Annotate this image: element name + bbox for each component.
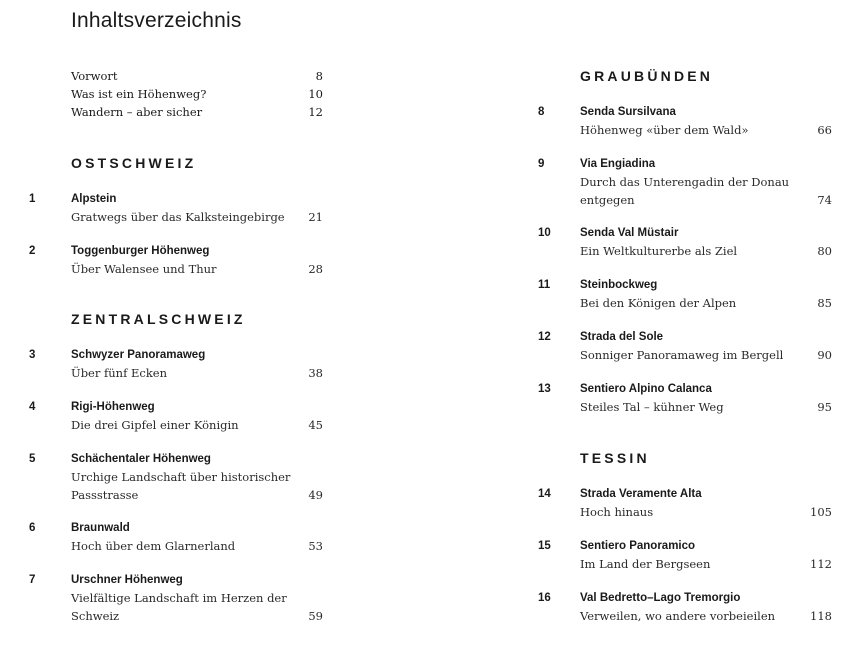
toc-entry[interactable] <box>538 328 832 364</box>
toc-entry-page: 85 <box>817 296 832 310</box>
toc-entry-page: 21 <box>308 210 323 224</box>
toc-entry-title: Steinbockweg <box>580 279 658 291</box>
toc-entry-subtitle: Vielfältige Landschaft im Herzen der <box>71 591 287 605</box>
toc-entry[interactable] <box>29 190 323 226</box>
page-title: Inhaltsverzeichnis <box>71 9 242 32</box>
toc-entry-title: Urschner Höhenweg <box>71 574 183 586</box>
toc-front-page: 12 <box>308 105 323 119</box>
section-heading-graubuenden: GRAUBÜNDEN <box>580 68 714 84</box>
toc-entry-title: Alpstein <box>71 193 117 205</box>
toc-entry-number: 3 <box>29 349 36 361</box>
toc-entry-title: Braunwald <box>71 522 130 534</box>
toc-entry-subtitle: Hoch hinaus <box>580 505 654 519</box>
toc-entry-page: 90 <box>817 348 832 362</box>
toc-entry-number: 7 <box>29 574 36 586</box>
toc-entry-title: Sentiero Panoramico <box>580 540 696 552</box>
toc-entry-subtitle: Bei den Königen der Alpen <box>580 296 737 310</box>
toc-entry-number: 9 <box>538 158 545 170</box>
toc-entry[interactable] <box>538 224 832 260</box>
toc-entry[interactable] <box>538 155 832 209</box>
toc-entry-title: Strada del Sole <box>580 331 664 343</box>
toc-entry-title: Senda Sursilvana <box>580 106 676 118</box>
toc-entry-page: 38 <box>308 366 323 380</box>
toc-entry[interactable] <box>29 519 323 555</box>
toc-front-item[interactable] <box>71 85 323 103</box>
section-heading-zentralschweiz: ZENTRALSCHWEIZ <box>71 311 246 327</box>
toc-entry-page: 66 <box>817 123 832 137</box>
toc-entry[interactable] <box>538 485 832 521</box>
toc-entry-page: 28 <box>308 262 323 276</box>
toc-entry-subtitle: Im Land der Bergseen <box>580 557 711 571</box>
toc-entry[interactable] <box>538 276 832 312</box>
section-heading-tessin: TESSIN <box>580 450 650 466</box>
toc-entry-number: 5 <box>29 453 36 465</box>
toc-entry-title: Toggenburger Höhenweg <box>71 245 210 257</box>
toc-entry-page: 118 <box>810 609 832 623</box>
toc-entry-number: 1 <box>29 193 36 205</box>
toc-entry-title: Via Engiadina <box>580 158 656 170</box>
toc-entry-page: 105 <box>810 505 832 519</box>
toc-entry-number: 14 <box>538 488 551 500</box>
toc-entry-subtitle: Über Walensee und Thur <box>71 262 217 276</box>
toc-entry-title: Schwyzer Panoramaweg <box>71 349 206 361</box>
toc-front-label: Vorwort <box>71 69 118 83</box>
toc-entry[interactable] <box>29 450 323 504</box>
toc-entry-subtitle: Sonniger Panoramaweg im Bergell <box>580 348 784 362</box>
toc-entry-title: Rigi-Höhenweg <box>71 401 155 413</box>
toc-entry-page: 80 <box>817 244 832 258</box>
toc-entry-subtitle: Urchige Landschaft über historischer <box>71 470 291 484</box>
toc-entry-page: 53 <box>308 539 323 553</box>
toc-entry-subtitle: Über fünf Ecken <box>71 366 168 380</box>
toc-entry[interactable] <box>538 537 832 573</box>
toc-entry-page: 45 <box>308 418 323 432</box>
toc-entry-page: 112 <box>810 557 832 571</box>
toc-entry-subtitle: Passstrasse <box>71 488 139 502</box>
toc-front-label: Wandern – aber sicher <box>71 105 203 119</box>
toc-entry[interactable] <box>29 571 323 625</box>
toc-entry-subtitle: Gratwegs über das Kalksteingebirge <box>71 210 285 224</box>
toc-entry-subtitle: entgegen <box>580 193 635 207</box>
toc-entry-subtitle: Schweiz <box>71 609 120 623</box>
toc-entry-subtitle: Hoch über dem Glarnerland <box>71 539 236 553</box>
toc-entry-page: 59 <box>308 609 323 623</box>
toc-entry-title: Strada Veramente Alta <box>580 488 702 500</box>
toc-entry-title: Val Bedretto–Lago Tremorgio <box>580 592 741 604</box>
toc-entry-number: 2 <box>29 245 36 257</box>
toc-entry-number: 15 <box>538 540 551 552</box>
toc-front-item[interactable] <box>71 67 323 85</box>
toc-entry-number: 13 <box>538 383 551 395</box>
toc-entry-subtitle: Verweilen, wo andere vorbeieilen <box>580 609 776 623</box>
toc-entry-page: 49 <box>308 488 323 502</box>
toc-entry-title: Sentiero Alpino Calanca <box>580 383 712 395</box>
toc-entry[interactable] <box>538 380 832 416</box>
toc-entry[interactable] <box>29 346 323 382</box>
front-matter-list <box>71 67 323 121</box>
toc-entry-page: 74 <box>817 193 832 207</box>
section-heading-ostschweiz: OSTSCHWEIZ <box>71 155 197 171</box>
toc-front-label: Was ist ein Höhenweg? <box>71 87 207 101</box>
toc-entry[interactable] <box>29 398 323 434</box>
toc-entry-number: 11 <box>538 279 551 291</box>
toc-entry-number: 6 <box>29 522 36 534</box>
toc-front-page: 8 <box>315 69 323 83</box>
toc-entry-page: 95 <box>817 400 832 414</box>
toc-front-page: 10 <box>308 87 323 101</box>
toc-entry[interactable] <box>29 242 323 278</box>
toc-entry-number: 8 <box>538 106 545 118</box>
toc-entry-subtitle: Die drei Gipfel einer Königin <box>71 418 239 432</box>
toc-entry-title: Senda Val Müstair <box>580 227 679 239</box>
toc-entry-subtitle: Durch das Unterengadin der Donau <box>580 175 790 189</box>
toc-entry[interactable] <box>538 589 832 625</box>
toc-entry-subtitle: Höhenweg «über dem Wald» <box>580 123 749 137</box>
toc-entry-number: 4 <box>29 401 36 413</box>
toc-entry-title: Schächentaler Höhenweg <box>71 453 211 465</box>
toc-entry[interactable] <box>538 103 832 139</box>
toc-entry-number: 12 <box>538 331 551 343</box>
toc-entry-subtitle: Ein Weltkulturerbe als Ziel <box>580 244 738 258</box>
toc-entry-number: 16 <box>538 592 551 604</box>
toc-entry-subtitle: Steiles Tal – kühner Weg <box>580 400 724 414</box>
toc-front-item[interactable] <box>71 103 323 121</box>
toc-entry-number: 10 <box>538 227 551 239</box>
